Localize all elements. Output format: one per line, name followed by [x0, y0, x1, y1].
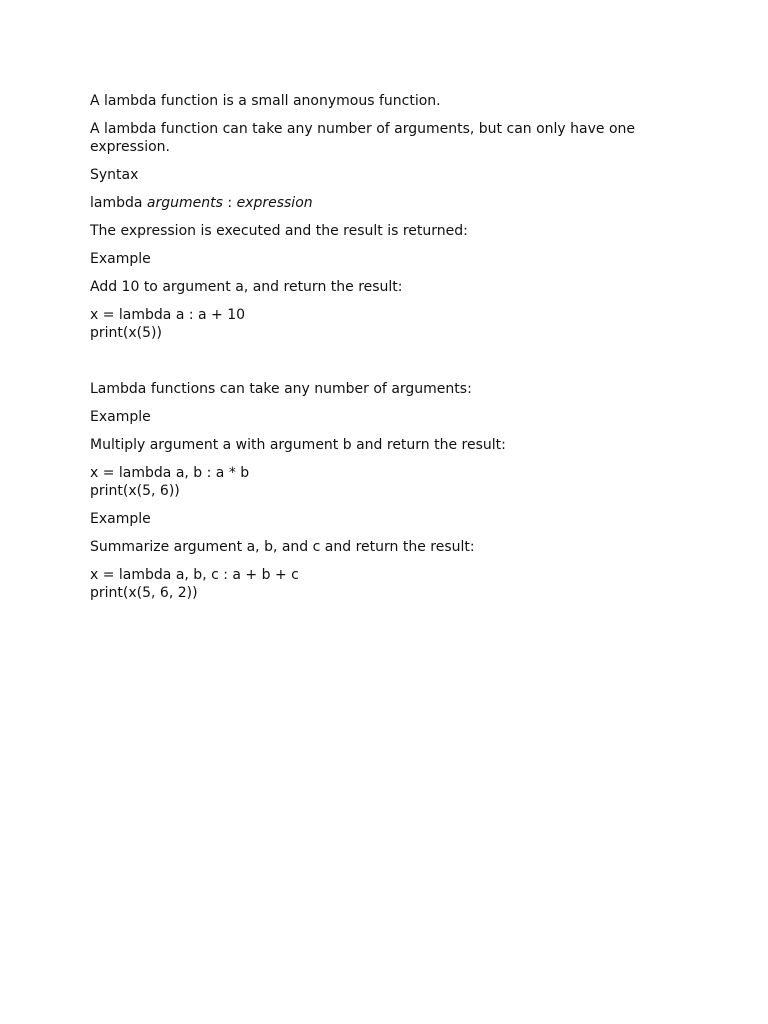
- code-line: x = lambda a : a + 10: [90, 307, 246, 323]
- intro-paragraph-2: A lambda function can take any number of arguments, but can only have one expression.: [90, 121, 636, 155]
- syntax-expression: expression: [236, 195, 313, 211]
- example-2-heading: Example: [90, 409, 151, 425]
- code-line: x = lambda a, b : a * b: [90, 465, 250, 481]
- intro-paragraph-1: A lambda function is a small anonymous function.: [90, 93, 441, 109]
- section-spacer: [90, 352, 650, 380]
- code-line: x = lambda a, b, c : a + b + c: [90, 567, 299, 583]
- example-3-description: Summarize argument a, b, and c and return the result:: [90, 539, 475, 555]
- syntax-separator: :: [222, 195, 237, 211]
- example-3-code: [90, 566, 650, 602]
- example-1-description: Add 10 to argument a, and return the result:: [90, 279, 403, 295]
- document-body: [90, 92, 650, 612]
- syntax-arguments: arguments: [146, 195, 223, 211]
- syntax-line: [90, 194, 650, 212]
- example-1-heading: Example: [90, 251, 151, 267]
- example-2-code: [90, 464, 650, 500]
- example-3-heading: Example: [90, 511, 151, 527]
- code-line: print(x(5, 6)): [90, 483, 180, 499]
- code-line: print(x(5, 6, 2)): [90, 585, 198, 601]
- section-2-intro: Lambda functions can take any number of arguments:: [90, 381, 472, 397]
- syntax-keyword: lambda: [90, 195, 147, 211]
- example-1-code: [90, 306, 650, 342]
- code-line: print(x(5)): [90, 325, 162, 341]
- example-2-description: Multiply argument a with argument b and return the result:: [90, 437, 506, 453]
- syntax-note: The expression is executed and the result is returned:: [90, 223, 468, 239]
- syntax-heading: Syntax: [90, 167, 139, 183]
